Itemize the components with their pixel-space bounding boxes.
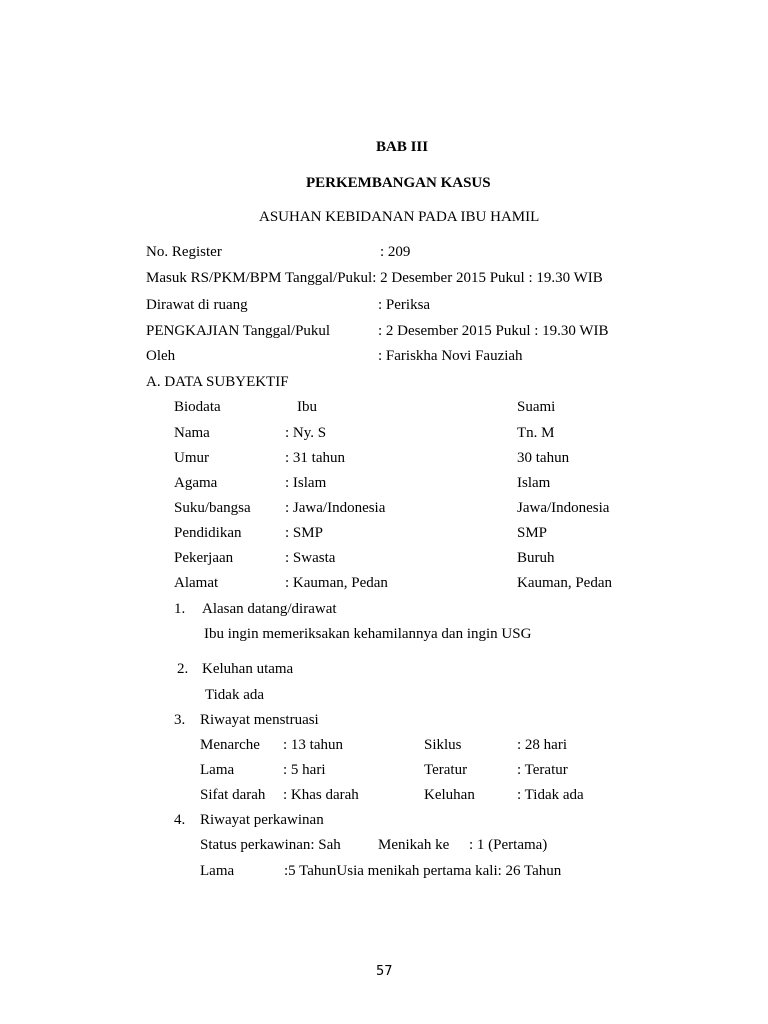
masuk-line: Masuk RS/PKM/BPM Tanggal/Pukul: 2 Desember 2015 Pukul : 19.30 WIB <box>146 270 603 286</box>
register-value: : 209 <box>380 244 411 260</box>
biodata-row-ibu: : Islam <box>285 475 327 491</box>
oleh-label: Oleh <box>146 348 176 364</box>
biodata-row-suami: Jawa/Indonesia <box>517 500 610 516</box>
biodata-row-ibu: : 31 tahun <box>285 450 345 466</box>
document-subtitle: ASUHAN KEBIDANAN PADA IBU HAMIL <box>259 209 540 225</box>
menstruasi-value-2: : 28 hari <box>517 737 567 753</box>
dirawat-label: Dirawat di ruang <box>146 297 248 313</box>
menstruasi-label-2: Siklus <box>424 737 462 753</box>
biodata-row-label: Umur <box>174 450 209 466</box>
biodata-label: Biodata <box>174 399 221 415</box>
menstruasi-value: : Khas darah <box>283 787 359 803</box>
menstruasi-title: Riwayat menstruasi <box>200 712 319 728</box>
biodata-row-suami: 30 tahun <box>517 450 570 466</box>
menstruasi-value: : 13 tahun <box>283 737 343 753</box>
menikah-label: Menikah ke <box>378 837 450 853</box>
biodata-row-ibu: : Swasta <box>285 550 336 566</box>
biodata-ibu-header: Ibu <box>297 399 317 415</box>
biodata-row-ibu: : Ny. S <box>285 425 327 441</box>
menstruasi-label-2: Keluhan <box>424 787 475 803</box>
menstruasi-label: Sifat darah <box>200 787 266 803</box>
biodata-row-label: Pekerjaan <box>174 550 234 566</box>
biodata-suami-header: Suami <box>517 399 556 415</box>
biodata-row-ibu: : Jawa/Indonesia <box>285 500 386 516</box>
menstruasi-label-2: Teratur <box>424 762 468 778</box>
dirawat-value: : Periksa <box>378 297 431 313</box>
pengkajian-value: : 2 Desember 2015 Pukul : 19.30 WIB <box>378 323 609 339</box>
biodata-row-label: Suku/bangsa <box>174 500 251 516</box>
biodata-row-suami: Islam <box>517 475 551 491</box>
biodata-row-suami: SMP <box>517 525 548 541</box>
menstruasi-value: : 5 hari <box>283 762 326 778</box>
biodata-row-suami: Buruh <box>517 550 555 566</box>
oleh-value: : Fariskha Novi Fauziah <box>378 348 523 364</box>
section-a-title: A. DATA SUBYEKTIF <box>146 374 289 390</box>
biodata-row-label: Agama <box>174 475 218 491</box>
lama-menikah-label: Lama <box>200 863 235 879</box>
alasan-text: Ibu ingin memeriksakan kehamilannya dan ingin USG <box>204 626 532 642</box>
page-number: 57 <box>376 964 393 979</box>
biodata-row-suami: Kauman, Pedan <box>517 575 612 591</box>
item-number: 4. <box>174 812 186 828</box>
menstruasi-value-2: : Teratur <box>517 762 568 778</box>
alasan-title: Alasan datang/dirawat <box>202 601 337 617</box>
biodata-row-label: Pendidikan <box>174 525 242 541</box>
lama-menikah-value: :5 TahunUsia menikah pertama kali: 26 Tahun <box>284 863 562 879</box>
biodata-row-suami: Tn. M <box>517 425 555 441</box>
menstruasi-label: Menarche <box>200 737 260 753</box>
item-number: 3. <box>174 712 186 728</box>
status-perkawinan: Status perkawinan: Sah <box>200 837 341 853</box>
menstruasi-label: Lama <box>200 762 235 778</box>
item-number: 1. <box>174 601 186 617</box>
register-label: No. Register <box>146 244 222 260</box>
document-title: PERKEMBANGAN KASUS <box>306 175 491 191</box>
item-number: 2. <box>177 661 189 677</box>
biodata-row-ibu: : SMP <box>285 525 323 541</box>
pengkajian-label: PENGKAJIAN Tanggal/Pukul <box>146 323 331 339</box>
biodata-row-label: Alamat <box>174 575 219 591</box>
menstruasi-value-2: : Tidak ada <box>517 787 584 803</box>
perkawinan-title: Riwayat perkawinan <box>200 812 324 828</box>
biodata-row-label: Nama <box>174 425 210 441</box>
biodata-row-ibu: : Kauman, Pedan <box>285 575 388 591</box>
keluhan-text: Tidak ada <box>205 687 265 703</box>
menikah-value: : 1 (Pertama) <box>469 837 548 853</box>
chapter-label: BAB III <box>376 139 429 155</box>
keluhan-title: Keluhan utama <box>202 661 294 677</box>
